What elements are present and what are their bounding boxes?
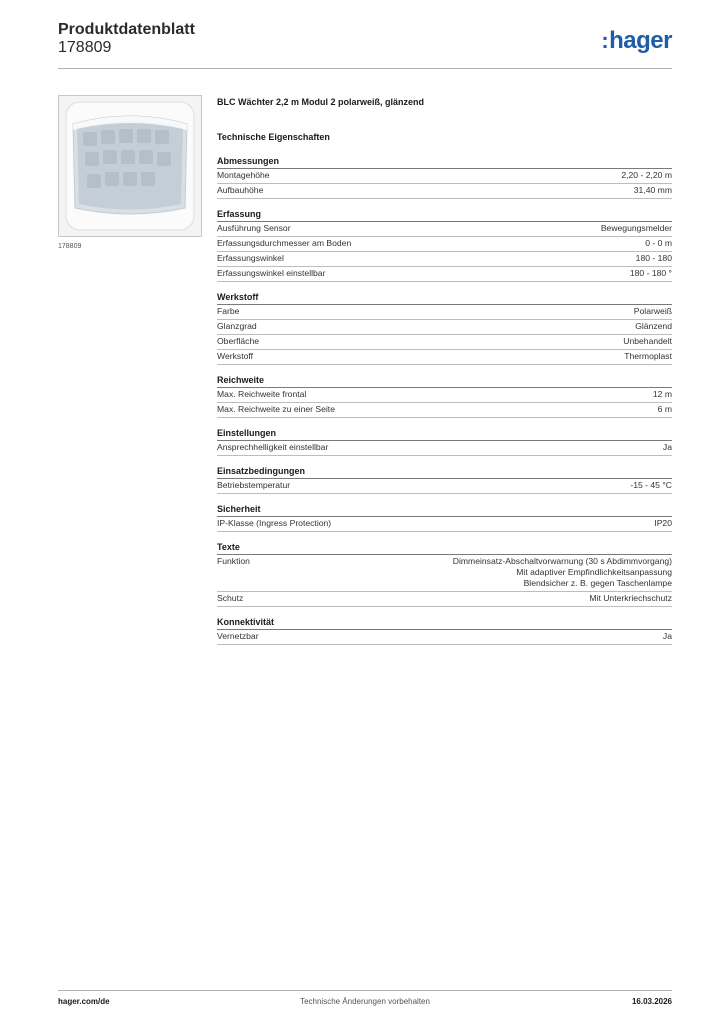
spec-row — [217, 517, 672, 532]
spec-section — [217, 541, 672, 607]
spec-section — [217, 616, 672, 645]
spec-row — [217, 403, 672, 418]
logo-text: hager — [609, 27, 672, 54]
spec-row — [217, 335, 672, 350]
spec-section — [217, 208, 672, 282]
spec-row — [217, 169, 672, 184]
spec-value-line: IP20 — [654, 518, 672, 528]
spec-value — [653, 389, 672, 400]
document-title: Produktdatenblatt — [58, 21, 195, 38]
spec-label: Werkstoff — [217, 351, 253, 361]
spec-label: Erfassungswinkel — [217, 253, 284, 263]
spec-row — [217, 320, 672, 335]
spec-value-line: Ja — [662, 442, 672, 452]
spec-row — [217, 630, 672, 645]
spec-value-line: Thermoplast — [624, 351, 672, 361]
spec-label: Funktion — [217, 556, 250, 566]
spec-row — [217, 479, 672, 494]
spec-value — [601, 223, 672, 234]
hager-logo — [601, 27, 672, 55]
spec-value-line: 180 - 180 — [635, 253, 672, 263]
technical-properties-heading: Technische Eigenschaften — [217, 132, 330, 142]
product-image — [58, 95, 202, 237]
spec-row — [217, 305, 672, 320]
spec-label: Aufbauhöhe — [217, 185, 264, 195]
product-details — [217, 96, 672, 654]
spec-label: Ansprechhelligkeit einstellbar — [217, 442, 329, 452]
footer-divider — [58, 990, 672, 991]
spec-value-line: 31,40 mm — [633, 185, 672, 195]
section-title: Reichweite — [217, 374, 672, 388]
spec-row — [217, 222, 672, 237]
section-title: Werkstoff — [217, 291, 672, 305]
section-title: Erfassung — [217, 208, 672, 222]
spec-value — [663, 631, 672, 642]
spec-label: Erfassungswinkel einstellbar — [217, 268, 326, 278]
spec-value — [630, 268, 672, 279]
spec-label: Schutz — [217, 593, 244, 603]
spec-label: Farbe — [217, 306, 240, 316]
spec-label: IP-Klasse (Ingress Protection) — [217, 518, 332, 528]
spec-value — [624, 351, 672, 362]
spec-value — [589, 593, 672, 604]
spec-value — [453, 556, 672, 589]
section-title: Sicherheit — [217, 503, 672, 517]
spec-value-line: Mit Unterkriechschutz — [589, 593, 672, 603]
spec-row — [217, 252, 672, 267]
spec-value — [654, 518, 672, 529]
spec-value — [658, 404, 672, 415]
spec-row — [217, 184, 672, 199]
spec-section — [217, 374, 672, 418]
spec-label: Montagehöhe — [217, 170, 270, 180]
spec-row — [217, 267, 672, 282]
spec-sections — [217, 155, 672, 645]
spec-value — [621, 170, 672, 181]
spec-value — [635, 321, 672, 332]
section-title: Einstellungen — [217, 427, 672, 441]
footer-website-link[interactable]: hager.com/de — [58, 997, 110, 1006]
spec-row — [217, 555, 672, 592]
image-caption: 178809 — [58, 243, 82, 250]
spec-label: Max. Reichweite frontal — [217, 389, 307, 399]
spec-section — [217, 503, 672, 532]
spec-value — [630, 480, 672, 491]
spec-section — [217, 291, 672, 365]
spec-value — [663, 442, 672, 453]
motion-sensor-illustration — [59, 96, 201, 236]
spec-row — [217, 237, 672, 252]
spec-section — [217, 427, 672, 456]
spec-label: Betriebstemperatur — [217, 480, 291, 490]
spec-label: Oberfläche — [217, 336, 260, 346]
spec-value-line: -15 - 45 °C — [630, 480, 672, 490]
page-header — [58, 21, 672, 69]
spec-value-line: Unbehandelt — [623, 336, 672, 346]
spec-value-line: Ja — [662, 631, 672, 641]
spec-label: Erfassungsdurchmesser am Boden — [217, 238, 352, 248]
spec-value-line: 12 m — [652, 389, 672, 399]
spec-value-line: Mit adaptiver Empfindlichkeitsanpassung — [516, 567, 672, 577]
product-name: BLC Wächter 2,2 m Modul 2 polarweiß, glänzend — [217, 97, 425, 107]
spec-row — [217, 441, 672, 456]
spec-row — [217, 592, 672, 607]
spec-value-line: 0 - 0 m — [645, 238, 672, 248]
spec-value — [623, 336, 672, 347]
page-footer — [58, 997, 672, 1009]
spec-value-line: 180 - 180 ° — [629, 268, 672, 278]
spec-value-line: Blendsicher z. B. gegen Taschenlampe — [523, 578, 672, 588]
spec-value-line: 6 m — [657, 404, 672, 414]
spec-value-line: Bewegungsmelder — [600, 223, 672, 233]
spec-label: Vernetzbar — [217, 631, 259, 641]
footer-date: 16.03.2026 — [631, 997, 672, 1006]
footer-notice: Technische Änderungen vorbehalten — [300, 997, 430, 1006]
spec-value — [645, 238, 672, 249]
section-title: Konnektivität — [217, 616, 672, 630]
spec-row — [217, 388, 672, 403]
spec-value-line: Glänzend — [635, 321, 672, 331]
spec-value — [636, 253, 672, 264]
logo-dots: : — [601, 28, 609, 53]
section-title: Abmessungen — [217, 155, 672, 169]
spec-section — [217, 465, 672, 494]
spec-label: Ausführung Sensor — [217, 223, 291, 233]
document-number: 178809 — [58, 39, 112, 56]
spec-value-line: 2,20 - 2,20 m — [621, 170, 672, 180]
spec-row — [217, 350, 672, 365]
spec-label: Max. Reichweite zu einer Seite — [217, 404, 335, 414]
header-divider — [58, 68, 672, 69]
spec-label: Glanzgrad — [217, 321, 257, 331]
spec-value-line: Polarweiß — [633, 306, 672, 316]
spec-section — [217, 155, 672, 199]
spec-value — [634, 306, 672, 317]
spec-value-line: Dimmeinsatz-Abschaltvorwarnung (30 s Abdimmvorgang) — [452, 556, 672, 566]
spec-value — [634, 185, 672, 196]
section-title: Einsatzbedingungen — [217, 465, 672, 479]
section-title: Texte — [217, 541, 672, 555]
